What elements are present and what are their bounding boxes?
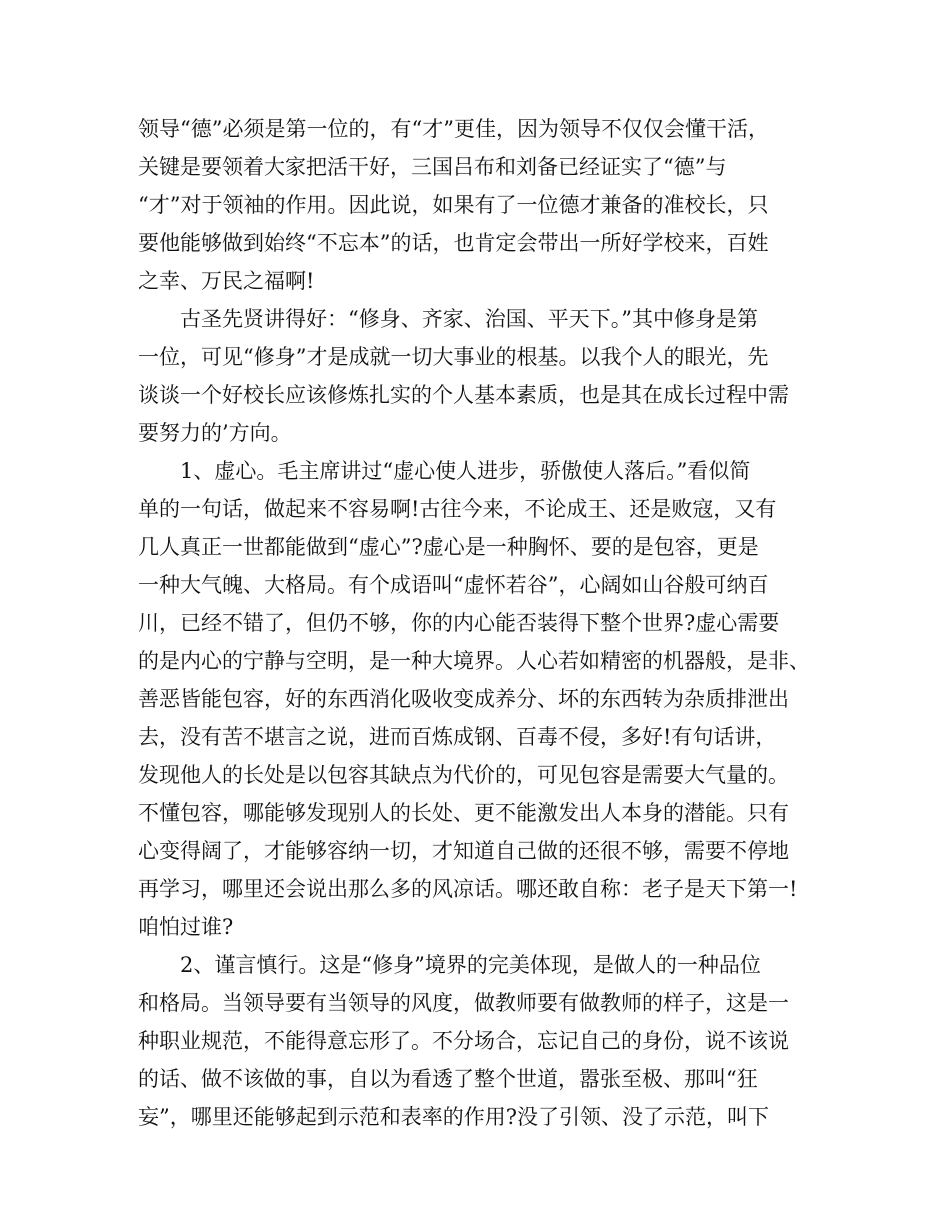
text-line: 川，已经不错了，但仍不够，你的内心能否装得下整个世界?虚心需要 bbox=[138, 611, 780, 635]
text-line: 谈谈一个好校长应该修炼扎实的个人基本素质，也是其在成长过程中需 bbox=[138, 383, 789, 407]
text-line: 古圣先贤讲得好：“修身、齐家、治国、平天下。”其中修身是第 bbox=[138, 307, 758, 331]
document-body bbox=[138, 110, 822, 1136]
text-line: 之幸、万民之福啊! bbox=[138, 269, 315, 293]
text-line: 要努力的’方向。 bbox=[138, 421, 292, 445]
text-line: 要他能够做到始终“不忘本”的话，也肯定会带出一所好学校来，百姓 bbox=[138, 231, 769, 255]
text-line: “才”对于领袖的作用。因此说，如果有了一位德才兼备的准校长，只 bbox=[138, 193, 769, 217]
text-line: 再学习，哪里还会说出那么多的风凉话。哪还敢自称：老子是天下第一! bbox=[138, 877, 798, 901]
text-line: 关键是要领着大家把活干好，三国吕布和刘备已经证实了“德”与 bbox=[138, 155, 727, 179]
paragraph-2 bbox=[138, 300, 822, 452]
text-line: 不懂包容，哪能够发现别人的长处、更不能激发出人本身的潜能。只有 bbox=[138, 801, 789, 825]
text-line: 种职业规范，不能得意忘形了。不分场合，忘记自己的身份，说不该说 bbox=[138, 1029, 789, 1053]
text-line: 妄”，哪里还能够起到示范和表率的作用?没了引领、没了示范，叫下 bbox=[138, 1105, 769, 1129]
text-line: 一位，可见“修身”才是成就一切大事业的根基。以我个人的眼光，先 bbox=[138, 345, 769, 369]
text-line: 2、谨言慎行。这是“修身”境界的完美体现，是做人的一种品位 bbox=[138, 953, 761, 977]
paragraph-4 bbox=[138, 946, 822, 1136]
text-line: 的话、做不该做的事，自以为看透了整个世道，嚣张至极、那叫“狂 bbox=[138, 1067, 758, 1091]
text-line: 咱怕过谁? bbox=[138, 915, 234, 939]
text-line: 发现他人的长处是以包容其缺点为代价的，可见包容是需要大气量的。 bbox=[138, 763, 789, 787]
text-line: 几人真正一世都能做到“虚心”?虚心是一种胸怀、要的是包容，更是 bbox=[138, 535, 759, 559]
paragraph-1 bbox=[138, 110, 822, 300]
text-line: 心变得阔了，才能够容纳一切，才知道自己做的还很不够，需要不停地 bbox=[138, 839, 789, 863]
paragraph-3 bbox=[138, 452, 822, 946]
text-line: 的是内心的宁静与空明，是一种大境界。人心若如精密的机器般，是非、 bbox=[138, 649, 810, 673]
text-line: 善恶皆能包容，好的东西消化吸收变成养分、坏的东西转为杂质排泄出 bbox=[138, 687, 789, 711]
text-line: 单的一句话，做起来不容易啊!古往今来，不论成王、还是败寇，又有 bbox=[138, 497, 777, 521]
text-line: 去，没有苦不堪言之说，进而百炼成钢、百毒不侵，多好!有句话讲， bbox=[138, 725, 777, 749]
text-line: 领导“德”必须是第一位的，有“才”更佳，因为领导不仅仅会懂干活， bbox=[138, 117, 769, 141]
text-line: 和格局。当领导要有当领导的风度，做教师要有做教师的样子，这是一 bbox=[138, 991, 789, 1015]
text-line: 一种大气魄、大格局。有个成语叫“虚怀若谷”，心阔如山谷般可纳百 bbox=[138, 573, 769, 597]
text-line: 1、虚心。毛主席讲过“虚心使人进步，骄傲使人落后。”看似简 bbox=[138, 459, 751, 483]
